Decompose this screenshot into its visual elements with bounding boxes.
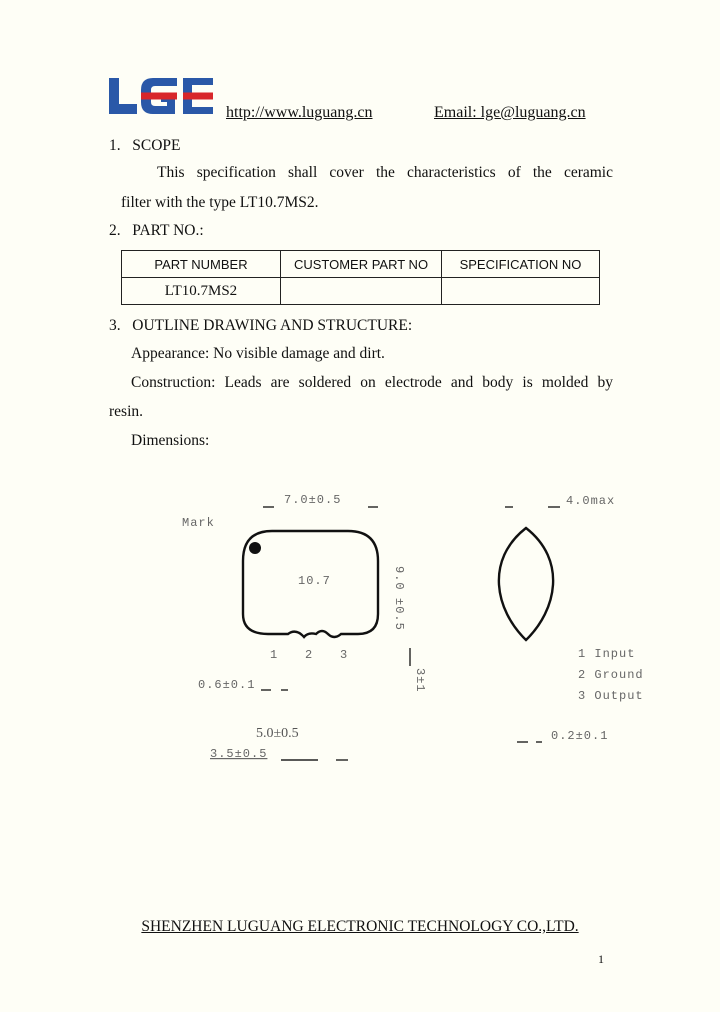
- body-marking-label: 10.7: [298, 574, 331, 588]
- construction-line-1: Construction: Leads are soldered on electrode and body is molded by: [131, 374, 613, 391]
- scope-heading: 1. SCOPE: [109, 137, 181, 154]
- table-header-row: [122, 251, 600, 278]
- header-specification-no: SPECIFICATION NO: [442, 251, 600, 278]
- lead-label-3: 3: [340, 648, 349, 662]
- polarity-mark-dot: [249, 542, 261, 554]
- pin-3-label: 3 Output: [578, 689, 644, 703]
- cell-part-number: LT10.7MS2: [122, 278, 281, 305]
- company-logo: [109, 76, 213, 116]
- table-row: [122, 278, 600, 305]
- logo-text: LGE: [109, 76, 111, 77]
- outline-heading: 3. OUTLINE DRAWING AND STRUCTURE:: [109, 317, 413, 334]
- appearance-text: Appearance: No visible damage and dirt.: [131, 345, 385, 362]
- cell-customer-part-no: [281, 278, 442, 305]
- scope-line-1: This specification shall cover the characteristics of the ceramic: [157, 164, 613, 181]
- pin-1-label: 1 Input: [578, 647, 636, 661]
- side-dimension-2: ±0.5: [392, 598, 406, 631]
- cell-specification-no: [442, 278, 600, 305]
- dimensions-label: Dimensions:: [131, 432, 210, 449]
- scope-line-2: filter with the type LT10.7MS2.: [121, 194, 319, 211]
- header-part-number: PART NUMBER: [122, 251, 281, 278]
- side-view-outline: [499, 528, 553, 640]
- company-footer: SHENZHEN LUGUANG ELECTRONIC TECHNOLOGY CO.,LTD.: [141, 918, 579, 935]
- email-link[interactable]: Email: lge@luguang.cn: [434, 104, 586, 121]
- right-dimension-label: 4.0max: [566, 494, 616, 508]
- part-no-heading: 2. PART NO.:: [109, 222, 204, 239]
- lead-total-label: 3.5±0.5: [210, 747, 268, 761]
- lead-length-vertical-label: 3±1: [413, 668, 427, 693]
- pitch-label: 5.0±0.5: [256, 726, 299, 741]
- side-dimension-1: 9.0: [392, 566, 406, 591]
- lead-thickness-label: 0.2±0.1: [551, 729, 609, 743]
- lead-label-1: 1: [270, 648, 279, 662]
- construction-line-2: resin.: [109, 403, 144, 420]
- top-dimension-label: 7.0±0.5: [284, 493, 342, 507]
- lead-label-2: 2: [305, 648, 314, 662]
- dimension-labels: [182, 493, 644, 761]
- lead-width-label: 0.6±0.1: [198, 678, 256, 692]
- outline-drawing: [0, 480, 720, 780]
- page-number: 1: [598, 952, 604, 966]
- header-customer-part-no: CUSTOMER PART NO: [281, 251, 442, 278]
- part-number-table: [121, 250, 600, 305]
- mark-label: Mark: [182, 516, 215, 530]
- pin-2-label: 2 Ground: [578, 668, 644, 682]
- website-link[interactable]: http://www.luguang.cn: [226, 104, 373, 121]
